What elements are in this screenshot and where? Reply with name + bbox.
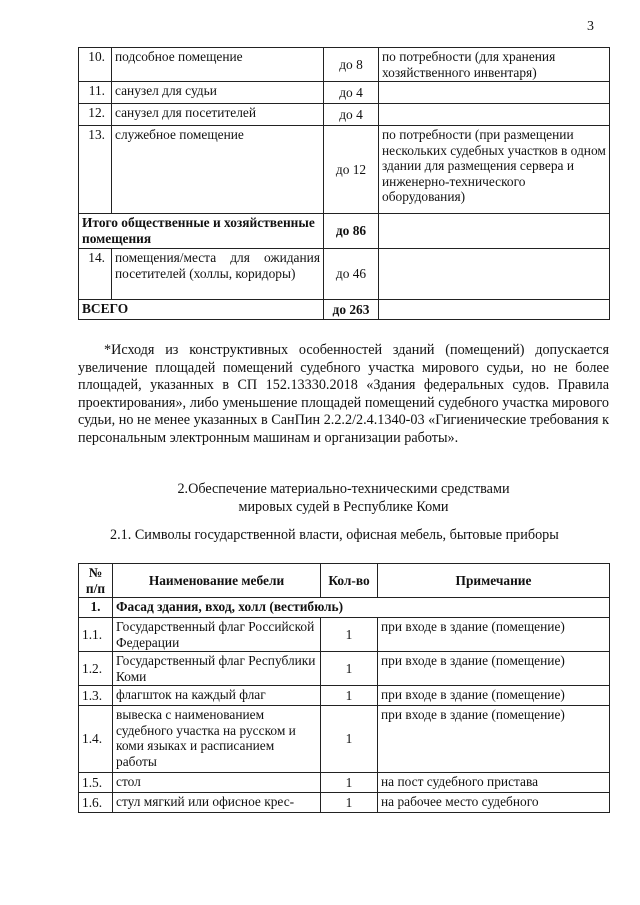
header-name: Наименование мебели <box>113 564 321 598</box>
row-number: 11. <box>79 82 112 104</box>
row-number: 12. <box>79 104 112 126</box>
header-note: Примечание <box>378 564 610 598</box>
table-header-row <box>79 564 610 598</box>
table-row <box>79 652 610 686</box>
item-note: при входе в здание (помещение) <box>378 652 610 686</box>
section-title: Фасад здания, вход, холл (вестибюль) <box>113 598 610 618</box>
empty-cell <box>379 214 610 249</box>
row-number: 1.1. <box>79 618 113 652</box>
item-qty: 1 <box>321 618 378 652</box>
subtotal-row <box>79 214 610 249</box>
table-row <box>79 82 610 104</box>
premises-area-table <box>78 47 610 320</box>
row-number: 1.5. <box>79 773 113 793</box>
section-heading-line: 2.Обеспечение материально-техническими средствами <box>177 481 510 497</box>
table-row <box>79 126 610 214</box>
item-note: на рабочее место судебного <box>378 793 610 813</box>
item-note: при входе в здание (помещение) <box>378 618 610 652</box>
subtotal-area: до 86 <box>324 214 379 249</box>
row-number: 14. <box>79 249 112 300</box>
item-note: на пост судебного пристава <box>378 773 610 793</box>
premise-note: по потребности (для хранения хозяйственного инвентаря) <box>379 48 610 82</box>
premise-area: до 46 <box>324 249 379 300</box>
row-number: 13. <box>79 126 112 214</box>
footnote-paragraph: *Исходя из конструктивных особенностей зданий (помещений) допускается увеличение площадей помещений судебного участка мирового судьи, но не более площадей, указанных в СП 152.13330.2018 «Здания федеральных судов. Правила проектирования», либо уменьшение площадей помещений судебного участка мирового судьи, но не менее указанных в СанПин 2.2.2/2.4.1340-03 «Гигиенические требования к персональным электронным машинам и организации работы». <box>78 342 609 446</box>
premise-area: до 4 <box>324 104 379 126</box>
table-row <box>79 686 610 706</box>
row-number: 1.4. <box>79 706 113 773</box>
item-name: стул мягкий или офисное крес- <box>113 793 321 813</box>
table-row <box>79 249 610 300</box>
premise-area: до 12 <box>324 126 379 214</box>
total-row <box>79 300 610 320</box>
premise-note <box>379 82 610 104</box>
table-row <box>79 104 610 126</box>
row-number: 1.3. <box>79 686 113 706</box>
subtotal-label: Итого общественные и хозяйственные помещения <box>79 214 324 249</box>
premise-note <box>379 104 610 126</box>
premise-name: подсобное помещение <box>112 48 324 82</box>
table-row <box>79 773 610 793</box>
item-name: Государственный флаг Российской Федерации <box>113 618 321 652</box>
item-qty: 1 <box>321 793 378 813</box>
row-number: 1.6. <box>79 793 113 813</box>
item-name: стол <box>113 773 321 793</box>
header-qty: Кол-во <box>321 564 378 598</box>
item-qty: 1 <box>321 706 378 773</box>
item-qty: 1 <box>321 773 378 793</box>
furniture-table <box>78 563 610 813</box>
premise-name: помещения/места для ожидания посетителей (холлы, коридоры) <box>112 249 324 300</box>
table-row <box>79 618 610 652</box>
row-number: 1.2. <box>79 652 113 686</box>
section-heading <box>78 481 609 516</box>
row-number: 10. <box>79 48 112 82</box>
item-note: при входе в здание (помещение) <box>378 706 610 773</box>
item-name: вывеска с наименованием судебного участка на русском и коми языках и расписанием работы <box>113 706 321 773</box>
subsection-heading: 2.1. Символы государственной власти, офисная мебель, бытовые приборы <box>110 527 559 543</box>
page-number: 3 <box>587 19 594 34</box>
section-row <box>79 598 610 618</box>
header-num: № п/п <box>79 564 113 598</box>
premise-area: до 4 <box>324 82 379 104</box>
premise-name: санузел для судьи <box>112 82 324 104</box>
item-name: флагшток на каждый флаг <box>113 686 321 706</box>
total-area: до 263 <box>324 300 379 320</box>
section-number: 1. <box>79 598 113 618</box>
section-heading-line: мировых судей в Республике Коми <box>238 498 449 515</box>
premise-name: санузел для посетителей <box>112 104 324 126</box>
premise-note: по потребности (при размещении нескольких судебных участков в одном здании для размещения сервера и инженерно-технического оборудования) <box>379 126 610 214</box>
empty-cell <box>379 300 610 320</box>
premise-note <box>379 249 610 300</box>
total-label: ВСЕГО <box>79 300 324 320</box>
item-name: Государственный флаг Республики Коми <box>113 652 321 686</box>
item-note: при входе в здание (помещение) <box>378 686 610 706</box>
table-row <box>79 706 610 773</box>
premise-area: до 8 <box>324 48 379 82</box>
item-qty: 1 <box>321 652 378 686</box>
table-row <box>79 48 610 82</box>
item-qty: 1 <box>321 686 378 706</box>
table-row <box>79 793 610 813</box>
premise-name: служебное помещение <box>112 126 324 214</box>
